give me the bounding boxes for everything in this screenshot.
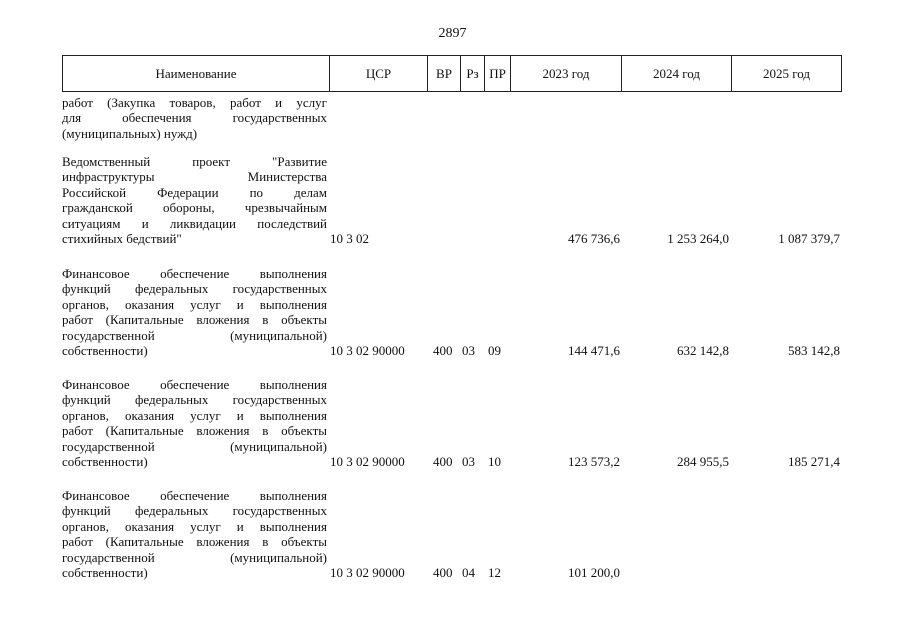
row-2025: 185 271,4 [788,454,840,469]
row-2023: 476 736,6 [568,231,620,246]
row-name-line: инфраструктуры Министерства [62,169,327,185]
row-2024: 284 955,5 [677,454,729,469]
row-name-line: работ (Капитальные вложения в объекты [62,534,327,550]
row-name [62,266,327,358]
row-vr: 400 [433,565,453,580]
row-rz: 03 [462,343,475,358]
row-name-line: Финансовое обеспечение выполнения [62,377,327,392]
row-name-line: стихийных бедствий" [62,231,182,247]
row-name-line: работ (Закупка товаров, работ и услуг [62,95,327,110]
page-number: 2897 [438,26,467,41]
row-2025: 1 087 379,7 [778,231,840,246]
row-name-line: функций федеральных государственных [62,281,327,297]
row-name-line: для обеспечения государственных [62,110,327,126]
row-name [62,377,327,469]
row-name [62,154,327,246]
table-header [62,55,842,92]
row-pr: 12 [488,565,501,580]
row-name-line: Финансовое обеспечение выполнения [62,266,327,281]
row-csr: 10 3 02 90000 [330,565,405,580]
row-vr: 400 [433,343,453,358]
row-name-line: государственной (муниципальной) [62,549,327,565]
row-name-line: Ведомственный проект "Развитие [62,154,327,169]
row-csr: 10 3 02 [330,231,369,246]
row-name-line: ситуациям и ликвидации последствий [62,215,327,231]
header-2025: 2025 год [763,66,810,81]
row-rz: 04 [462,565,475,580]
row-name-line: работ (Капитальные вложения в объекты [62,312,327,328]
row-name-line: органов, оказания услуг и выполнения [62,518,327,534]
row-name [62,488,327,580]
row-name-line: собственности) [62,343,148,359]
header-rz: Рз [466,66,479,81]
row-name-line: функций федеральных государственных [62,392,327,408]
row-2023: 101 200,0 [568,565,620,580]
row-name-line: (муниципальных) нужд) [62,125,198,141]
row-2023: 123 573,2 [568,454,620,469]
header-name: Наименование [155,66,237,81]
row-csr: 10 3 02 90000 [330,454,405,469]
row-name-line: органов, оказания услуг и выполнения [62,407,327,423]
header-2024: 2024 год [653,66,700,81]
row-csr: 10 3 02 90000 [330,343,405,358]
row-name-line: собственности) [62,565,148,581]
row-pr: 10 [488,454,501,469]
header-pr: ПР [489,66,506,81]
row-name-line: функций федеральных государственных [62,503,327,519]
row-2024: 1 253 264,0 [667,231,729,246]
row-2025: 583 142,8 [788,343,840,358]
row-2024: 632 142,8 [677,343,729,358]
row-name [62,95,327,141]
row-name-line: органов, оказания услуг и выполнения [62,296,327,312]
row-2023: 144 471,6 [568,343,620,358]
header-2023: 2023 год [542,66,590,81]
row-name-line: работ (Капитальные вложения в объекты [62,423,327,439]
row-name-line: Российской Федерации по делам [62,184,327,200]
row-pr: 09 [488,343,501,358]
row-name-line: государственной (муниципальной) [62,327,327,343]
header-csr: ЦСР [365,66,392,81]
row-name-line: государственной (муниципальной) [62,438,327,454]
row-name-line: собственности) [62,454,148,470]
row-rz: 03 [462,454,475,469]
header-vr: ВР [436,66,452,81]
row-vr: 400 [433,454,453,469]
row-name-line: гражданской обороны, чрезвычайным [62,200,327,216]
row-name-line: Финансовое обеспечение выполнения [62,488,327,503]
